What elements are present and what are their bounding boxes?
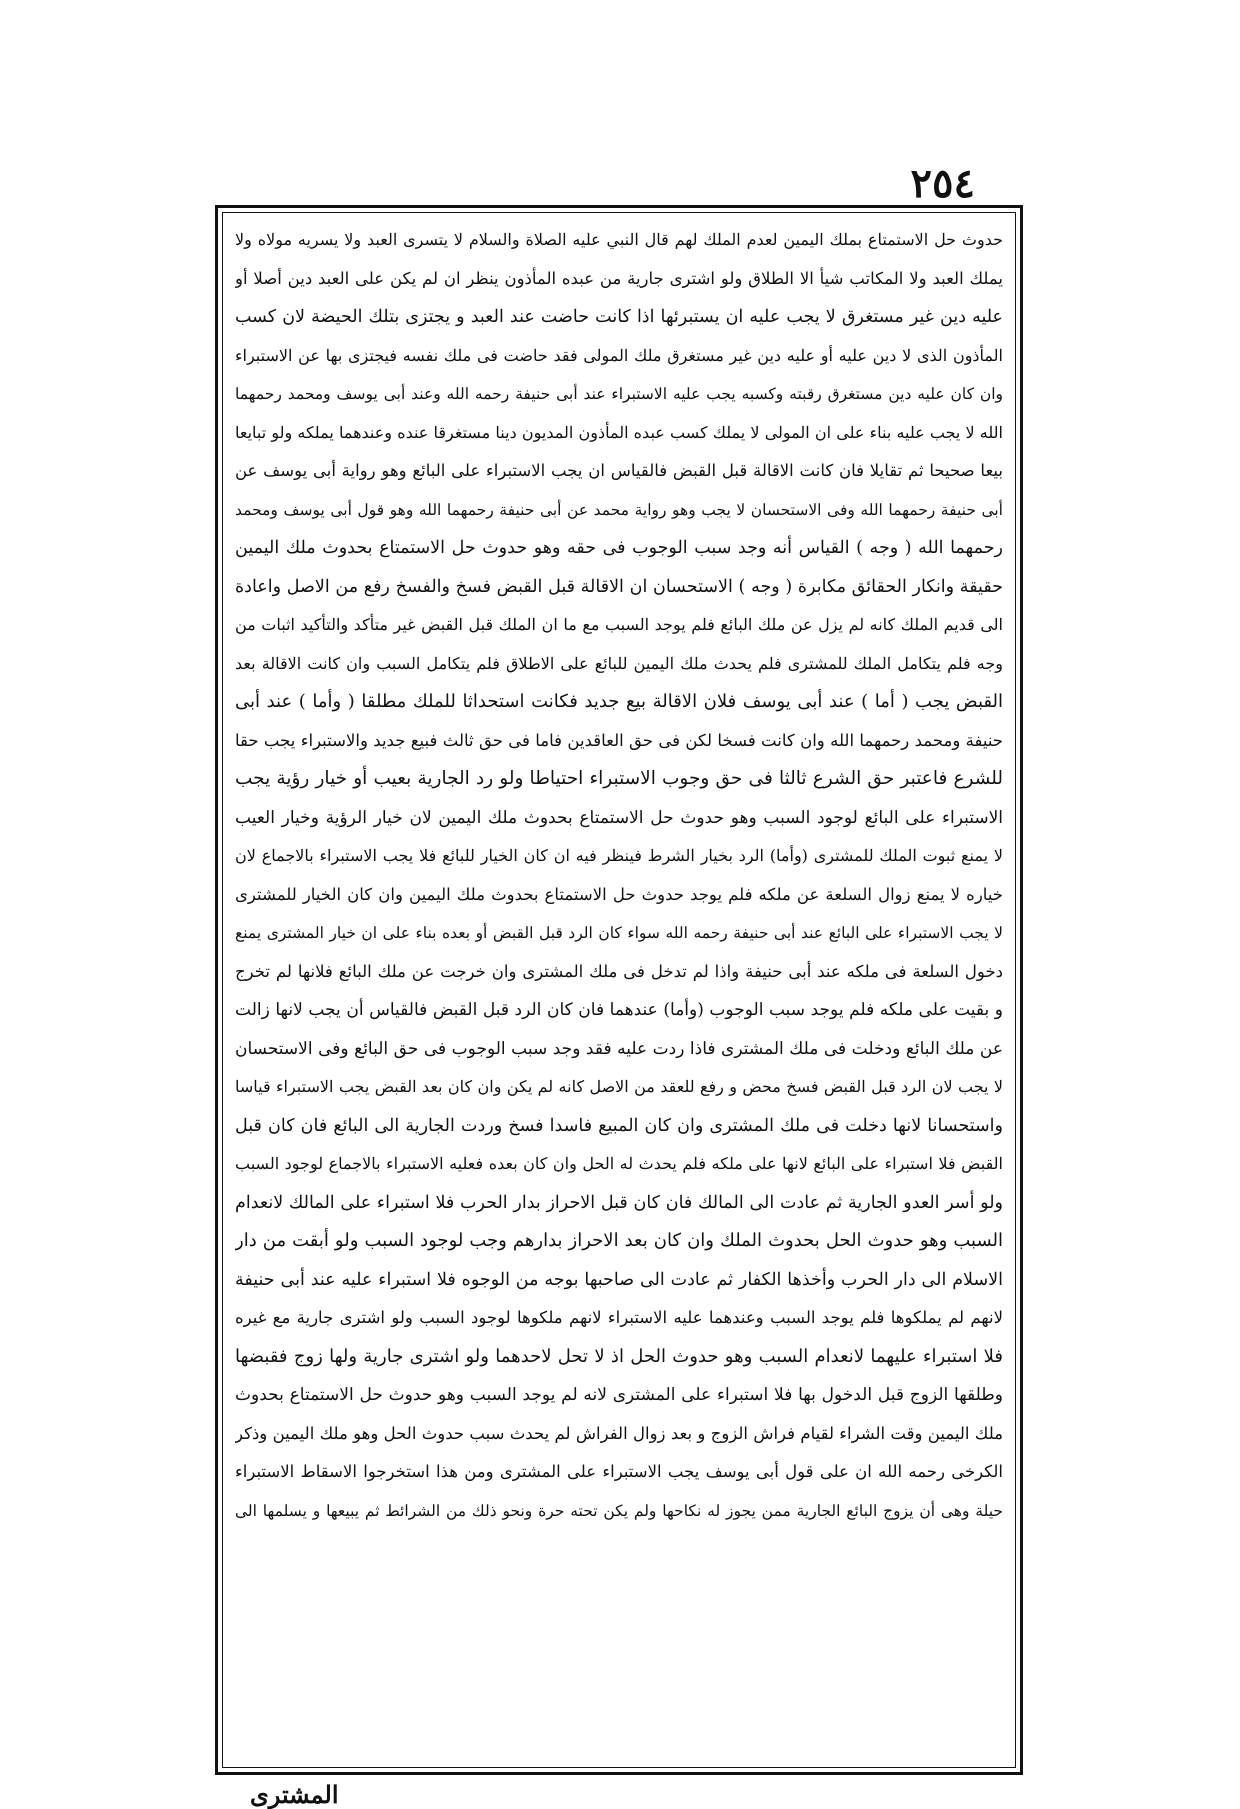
text-line: لا يجب الاستبراء على البائع عند أبى حنيفة رحمه الله سواء كان الرد قبل القبض أو بعده بناء على ان خيار المشترى يمنع (235, 924, 1003, 942)
text-line: حدوث حل الاستمتاع بملك اليمين لعدم الملك لهم قال النبي عليه الصلاة والسلام لا يتسرى العبد ولا يسريه مولاه ولا (235, 230, 1003, 249)
page-number: ٢٥٤ (910, 160, 975, 207)
text-line: الاسلام الى دار الحرب وأخذها الكفار ثم عادت الى صاحبها بوجه من الوجوه فلا استبراء عليه عند أبى حنيفة (235, 1269, 1003, 1290)
text-line: الى قديم الملك كانه لم يزل عن ملك البائع فلم يوجد السبب مع ما ان الملك قبل القبض غير متأكد والتأكيد اثبات من (235, 615, 1003, 634)
text-line: عن ملك البائع ودخلت فى ملك المشترى فاذا ردت عليه فقد وجد سبب الوجوب فى حق البائع وفى الاستحسان (235, 1038, 1003, 1059)
text-line: يملك العبد ولا المكاتب شيأ الا الطلاق ولو اشترى جارية من عبده المأذون ينظر ان لم يكن على العبد دين أصلا أو (235, 268, 1003, 288)
text-line: ولو أسر العدو الجارية ثم عادت الى المالك فان كان قبل الاحراز بدار الحرب فلا استبراء على المالك لانعدام (235, 1192, 1003, 1213)
text-line: القبض يجب ( أما ) عند أبى يوسف فلان الاقالة بيع جديد فكانت استحداثا للملك مطلقا ( وأما ) عند أبى (235, 691, 1003, 712)
text-line: وطلقها الزوج قبل الدخول بها فلا استبراء على المشترى لانه لم يوجد السبب وهو حدوث حل الاستمتاع بحدوث (235, 1385, 1003, 1405)
text-line: وان كان عليه دين مستغرق رقبته وكسبه يجب عليه الاستبراء عند أبى حنيفة رحمه الله وعند أبى يوسف ومحمد رحمهما (235, 385, 1003, 403)
main-text (235, 221, 1003, 1530)
text-line: خياره لا يمنع زوال السلعة عن ملكه فلم يوجد حدوث حل الاستمتاع بحدوث ملك اليمين وان كان الخيار للمشترى (235, 884, 1003, 904)
text-line: للشرع فاعتبر حق الشرع ثالثا فى حق وجوب الاستبراء احتياطا ولو رد الجارية بعيب أو خيار رؤية يجب (235, 768, 1003, 789)
text-line: الكرخى رحمه الله ان على قول أبى يوسف يجب الاستبراء على المشترى ومن هذا استخرجوا الاسقاط الاستبراء (235, 1462, 1003, 1481)
text-line: بيعا صحيحا ثم تقايلا فان كانت الاقالة قبل القبض فالقياس ان يجب الاستبراء على البائع وهو رواية أبى يوسف عن (235, 461, 1003, 480)
text-line: الاستبراء على البائع لوجود السبب وهو حدوث حل الاستمتاع بحدوث ملك اليمين لان خيار الرؤية وخيار العيب (235, 807, 1003, 828)
text-line: لا يمنع ثبوت الملك للمشترى (وأما) الرد بخيار الشرط فينظر فيه ان كان الخيار للبائع فلا يجب الاستبراء بالاجماع لان (235, 846, 1003, 865)
text-line: واستحسانا لانها دخلت فى ملك المشترى وان كان المبيع فاسدا فسخ وردت الجارية الى البائع فان كان قبل (235, 1115, 1003, 1136)
text-line: عليه دين غير مستغرق لا يجب عليه ان يستبرئها اذا كانت حاضت عند العبد و يجتزى بتلك الحيضة لان كسب (235, 307, 1003, 327)
text-line: المأذون الذى لا دين عليه أو عليه دين غير مستغرق ملك المولى فقد حاضت فى ملك نفسه فيجتزى بها عن الاستبراء (235, 345, 1003, 365)
text-line: حيلة وهى أن يزوج البائع الجارية ممن يجوز له نكاحها ولم يكن تحته حرة ونحو ذلك من الشرائط ثم يبيعها و يسلمها الى (235, 1501, 1003, 1520)
text-line: دخول السلعة فى ملكه عند أبى حنيفة واذا لم تدخل فى ملك المشترى وان خرجت عن ملك البائع فلانها لم تخرج (235, 961, 1003, 981)
text-line: و بقيت على ملكه فلم يوجد سبب الوجوب (وأما) عندهما فان كان الرد قبل القبض فالقياس أن يجب لانها زالت (235, 1000, 1003, 1020)
text-line: لا يجب لان الرد قبل القبض فسخ محض و رفع للعقد من الاصل كانه لم يكن وان كان بعد القبض يجب الاستبراء قياسا (235, 1077, 1003, 1096)
text-line: السبب وهو حدوث الحل بحدوث الملك وان كان بعد الاحراز بدارهم وجب لوجود السبب ولو أبقت من دار (235, 1230, 1003, 1251)
text-line: أبى حنيفة رحمهما الله وفى الاستحسان لا يجب وهو رواية محمد عن أبى حنيفة رحمهما الله وهو قول أبى يوسف ومحمد (235, 500, 1003, 519)
text-line: حنيفة ومحمد رحمهما الله وان كانت فسخا لكن فى حق العاقدين فاما فى حق ثالث فبيع جديد والاستبراء يجب حقا (235, 730, 1003, 750)
text-line: وجه فلم يتكامل الملك للمشترى فلم يحدث ملك اليمين للبائع على الاطلاق فلم يتكامل السبب وان كانت الاقالة بعد (235, 653, 1003, 673)
text-frame (222, 212, 1016, 1768)
text-line: رحمهما الله ( وجه ) القياس أنه وجد سبب الوجوب فى حقه وهو حدوث حل الاستمتاع بحدوث ملك اليمين (235, 538, 1003, 558)
text-line: حقيقة وانكار الحقائق مكابرة ( وجه ) الاستحسان ان الاقالة قبل القبض فسخ والفسخ رفع من الاصل واعادة (235, 576, 1003, 597)
text-line: الله لا يجب عليه بناء على ان المولى لا يملك كسب عبده المأذون المديون دينا مستغرقا عنده وعندهما يملكه ولو تبايعا (235, 422, 1003, 442)
text-line: القبض فلا استبراء على البائع لانها على ملكه فلم يحدث له الحل وان كان بعده فعليه الاستبراء بالاجماع لوجود السبب (235, 1154, 1003, 1173)
text-line: لانهم لم يملكوها فلم يوجد السبب وعندهما عليه الاستبراء لانهم ملكوها لوجود السبب ولو اشترى جارية مع غيره (235, 1308, 1003, 1327)
catchword: المشترى (250, 1780, 339, 1809)
text-line: ملك اليمين وقت الشراء لقيام فراش الزوج و بعد زوال الفراش لم يحدث سبب حدوث الحل وهو ملك اليمين وذكر (235, 1423, 1003, 1443)
text-line: فلا استبراء عليهما لانعدام السبب وهو حدوث الحل اذ لا تحل لاحدهما ولو اشترى جارية ولها زوج فقبضها (235, 1345, 1003, 1367)
